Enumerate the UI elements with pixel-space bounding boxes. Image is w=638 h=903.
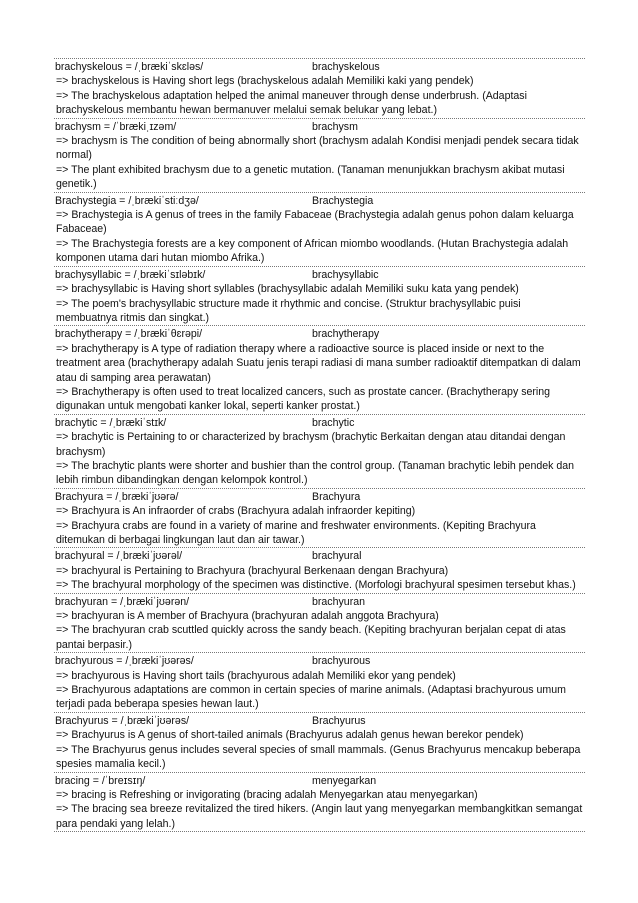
entry-definition: => Brachyurus is A genus of short-tailed animals (Brachyurus adalah genus hewan berekor pendek) [56, 729, 524, 742]
entry-header [55, 595, 584, 609]
dictionary-entry [54, 119, 585, 193]
entry-example: => Brachyura crabs are found in a variety of marine and freshwater environments. (Kepiting Brachyura ditemukan di berbagai lingkungan laut dan air tawar.) [56, 519, 536, 546]
dictionary-entry [54, 193, 585, 267]
entry-definition: => Brachyura is An infraorder of crabs (Brachyura adalah infraorder kepiting) [56, 505, 416, 518]
entry-word: brachytherapy [312, 328, 380, 341]
entry-example: => The bracing sea breeze revitalized the tired hikers. (Angin laut yang menyegarkan membangkitkan semangat para pendaki yang lelah.) [56, 803, 583, 830]
entry-word: Brachyurus [312, 714, 366, 727]
entry-example: => The poem's brachysyllabic structure made it rhythmic and concise. (Struktur brachysyllabic puisi membuatnya ritmis dan singkat.) [56, 297, 521, 324]
entry-pronunciation: bracing = /ˈbreɪsɪŋ/ [55, 774, 146, 787]
entry-pronunciation: brachysyllabic = /ˌbrækiˈsɪləbɪk/ [55, 268, 206, 281]
entry-definition: => brachysm is The condition of being abnormally short (brachysm adalah Kondisi menjadi pendek secara tidak normal) [56, 135, 579, 162]
entry-pronunciation: brachyurous = /ˌbrækiˈjʊərəs/ [55, 655, 194, 668]
entry-header [55, 416, 584, 430]
entry-header [55, 714, 584, 728]
entry-word: brachyural [312, 550, 362, 563]
entry-definition: => bracing is Refreshing or invigorating (bracing adalah Menyegarkan atau menyegarkan) [56, 788, 478, 801]
entry-pronunciation: Brachyurus = /ˌbrækiˈjʊərəs/ [55, 714, 190, 727]
entry-example: => Brachyurous adaptations are common in certain species of marine animals. (Adaptasi brachyurous umum terjadi pada beberapa spesies hewan laut.) [56, 684, 566, 711]
entry-definition: => brachyuran is A member of Brachyura (brachyuran adalah anggota Brachyura) [56, 610, 439, 623]
dictionary-entry [54, 594, 585, 654]
entry-definition: => brachytic is Pertaining to or characterized by brachysm (brachytic Berkaitan dengan atau ditandai dengan brachysm) [56, 431, 566, 458]
entry-definition: => brachyurous is Having short tails (brachyurous adalah Memiliki ekor yang pendek) [56, 669, 456, 682]
entry-word: brachysm [312, 120, 358, 133]
entry-pronunciation: brachytherapy = /ˌbrækiˈθɛrəpi/ [55, 328, 203, 341]
entry-header [55, 60, 584, 74]
dictionary-entry [54, 713, 585, 773]
entry-word: brachysyllabic [312, 268, 379, 281]
dictionary-entry [54, 267, 585, 327]
entry-word: brachytic [312, 416, 355, 429]
entry-example: => Brachytherapy is often used to treat localized cancers, such as prostate cancer. (Brachytherapy sering digunakan untuk mengobati kanker lokal, seperti kanker prostat.) [56, 385, 551, 413]
entry-header [55, 549, 584, 563]
entry-example: => The Brachystegia forests are a key component of African miombo woodlands. (Hutan Brachystegia adalah komponen utama dari hutan miombo Afrika.) [56, 237, 569, 265]
entry-pronunciation: brachyskelous = /ˌbrækiˈskɛləs/ [55, 61, 204, 73]
entry-example: => The Brachyurus genus includes several species of small mammals. (Genus Brachyurus mencakup beberapa spesies mamalia kecil.) [56, 743, 581, 771]
entry-pronunciation: brachysm = /ˈbrækiˌɪzəm/ [55, 120, 177, 133]
entry-header [55, 194, 584, 208]
entry-word: brachyuran [312, 595, 365, 608]
entry-pronunciation: brachytic = /ˌbrækiˈstɪk/ [55, 416, 167, 429]
entry-pronunciation: Brachyura = /ˌbrækiˈjʊərə/ [55, 490, 179, 503]
entry-example: => The brachyuran crab scuttled quickly across the sandy beach. (Kepiting brachyuran berjalan cepat di atas pantai berpasir.) [56, 624, 566, 651]
entry-word: brachyurous [312, 655, 371, 668]
entry-header [55, 268, 584, 282]
dictionary-entry [54, 548, 585, 593]
entry-word: menyegarkan [312, 774, 377, 787]
entry-header [55, 120, 584, 134]
entry-definition: => brachyskelous is Having short legs (brachyskelous adalah Memiliki kaki yang pendek) [56, 75, 474, 88]
entry-header [55, 654, 584, 668]
entry-header [55, 774, 584, 788]
entry-pronunciation: brachyuran = /ˌbrækiˈjʊərən/ [55, 595, 190, 608]
entry-example: => The brachyskelous adaptation helped the animal maneuver through dense underbrush. (Adaptasi brachyskelous membantu hewan bermanuver melalui semak belukar yang lebat.) [56, 89, 527, 117]
entry-word: Brachystegia [312, 194, 374, 207]
entry-word: brachyskelous [312, 61, 380, 73]
dictionary-entries [54, 58, 585, 832]
dictionary-entry [54, 773, 585, 833]
dictionary-entry [54, 326, 585, 414]
dictionary-entry [54, 58, 585, 119]
dictionary-entry [54, 415, 585, 489]
entry-pronunciation: brachyural = /ˌbrækiˈjʊərəl/ [55, 550, 183, 563]
dictionary-entry [54, 489, 585, 549]
entry-header [55, 490, 584, 504]
entry-definition: => brachyural is Pertaining to Brachyura (brachyural Berkenaan dengan Brachyura) [56, 564, 449, 577]
entry-definition: => brachysyllabic is Having short syllables (brachysyllabic adalah Memiliki suku kata yang pendek) [56, 283, 519, 296]
entry-pronunciation: Brachystegia = /ˌbrækiˈstiːdʒə/ [55, 194, 199, 207]
entry-header [55, 327, 584, 341]
entry-definition: => brachytherapy is A type of radiation therapy where a radioactive source is placed inside or next to the treatment area (brachytherapy adalah Suatu jenis terapi radiasi di mana sumber radioaktif ditempatkan di dalam atau di samping area perawatan) [56, 342, 581, 384]
entry-word: Brachyura [312, 490, 361, 503]
entry-example: => The brachytic plants were shorter and bushier than the control group. (Tanaman brachytic lebih pendek dan lebih rimbun dibandingkan dengan kelompok kontrol.) [56, 459, 575, 487]
entry-example: => The brachyural morphology of the specimen was distinctive. (Morfologi brachyural spesimen tersebut khas.) [56, 579, 576, 592]
entry-definition: => Brachystegia is A genus of trees in the family Fabaceae (Brachystegia adalah genus pohon dalam keluarga Fabaceae) [56, 209, 574, 236]
entry-example: => The plant exhibited brachysm due to a genetic mutation. (Tanaman menunjukkan brachysm akibat mutasi genetik.) [56, 163, 565, 191]
dictionary-entry [54, 653, 585, 713]
